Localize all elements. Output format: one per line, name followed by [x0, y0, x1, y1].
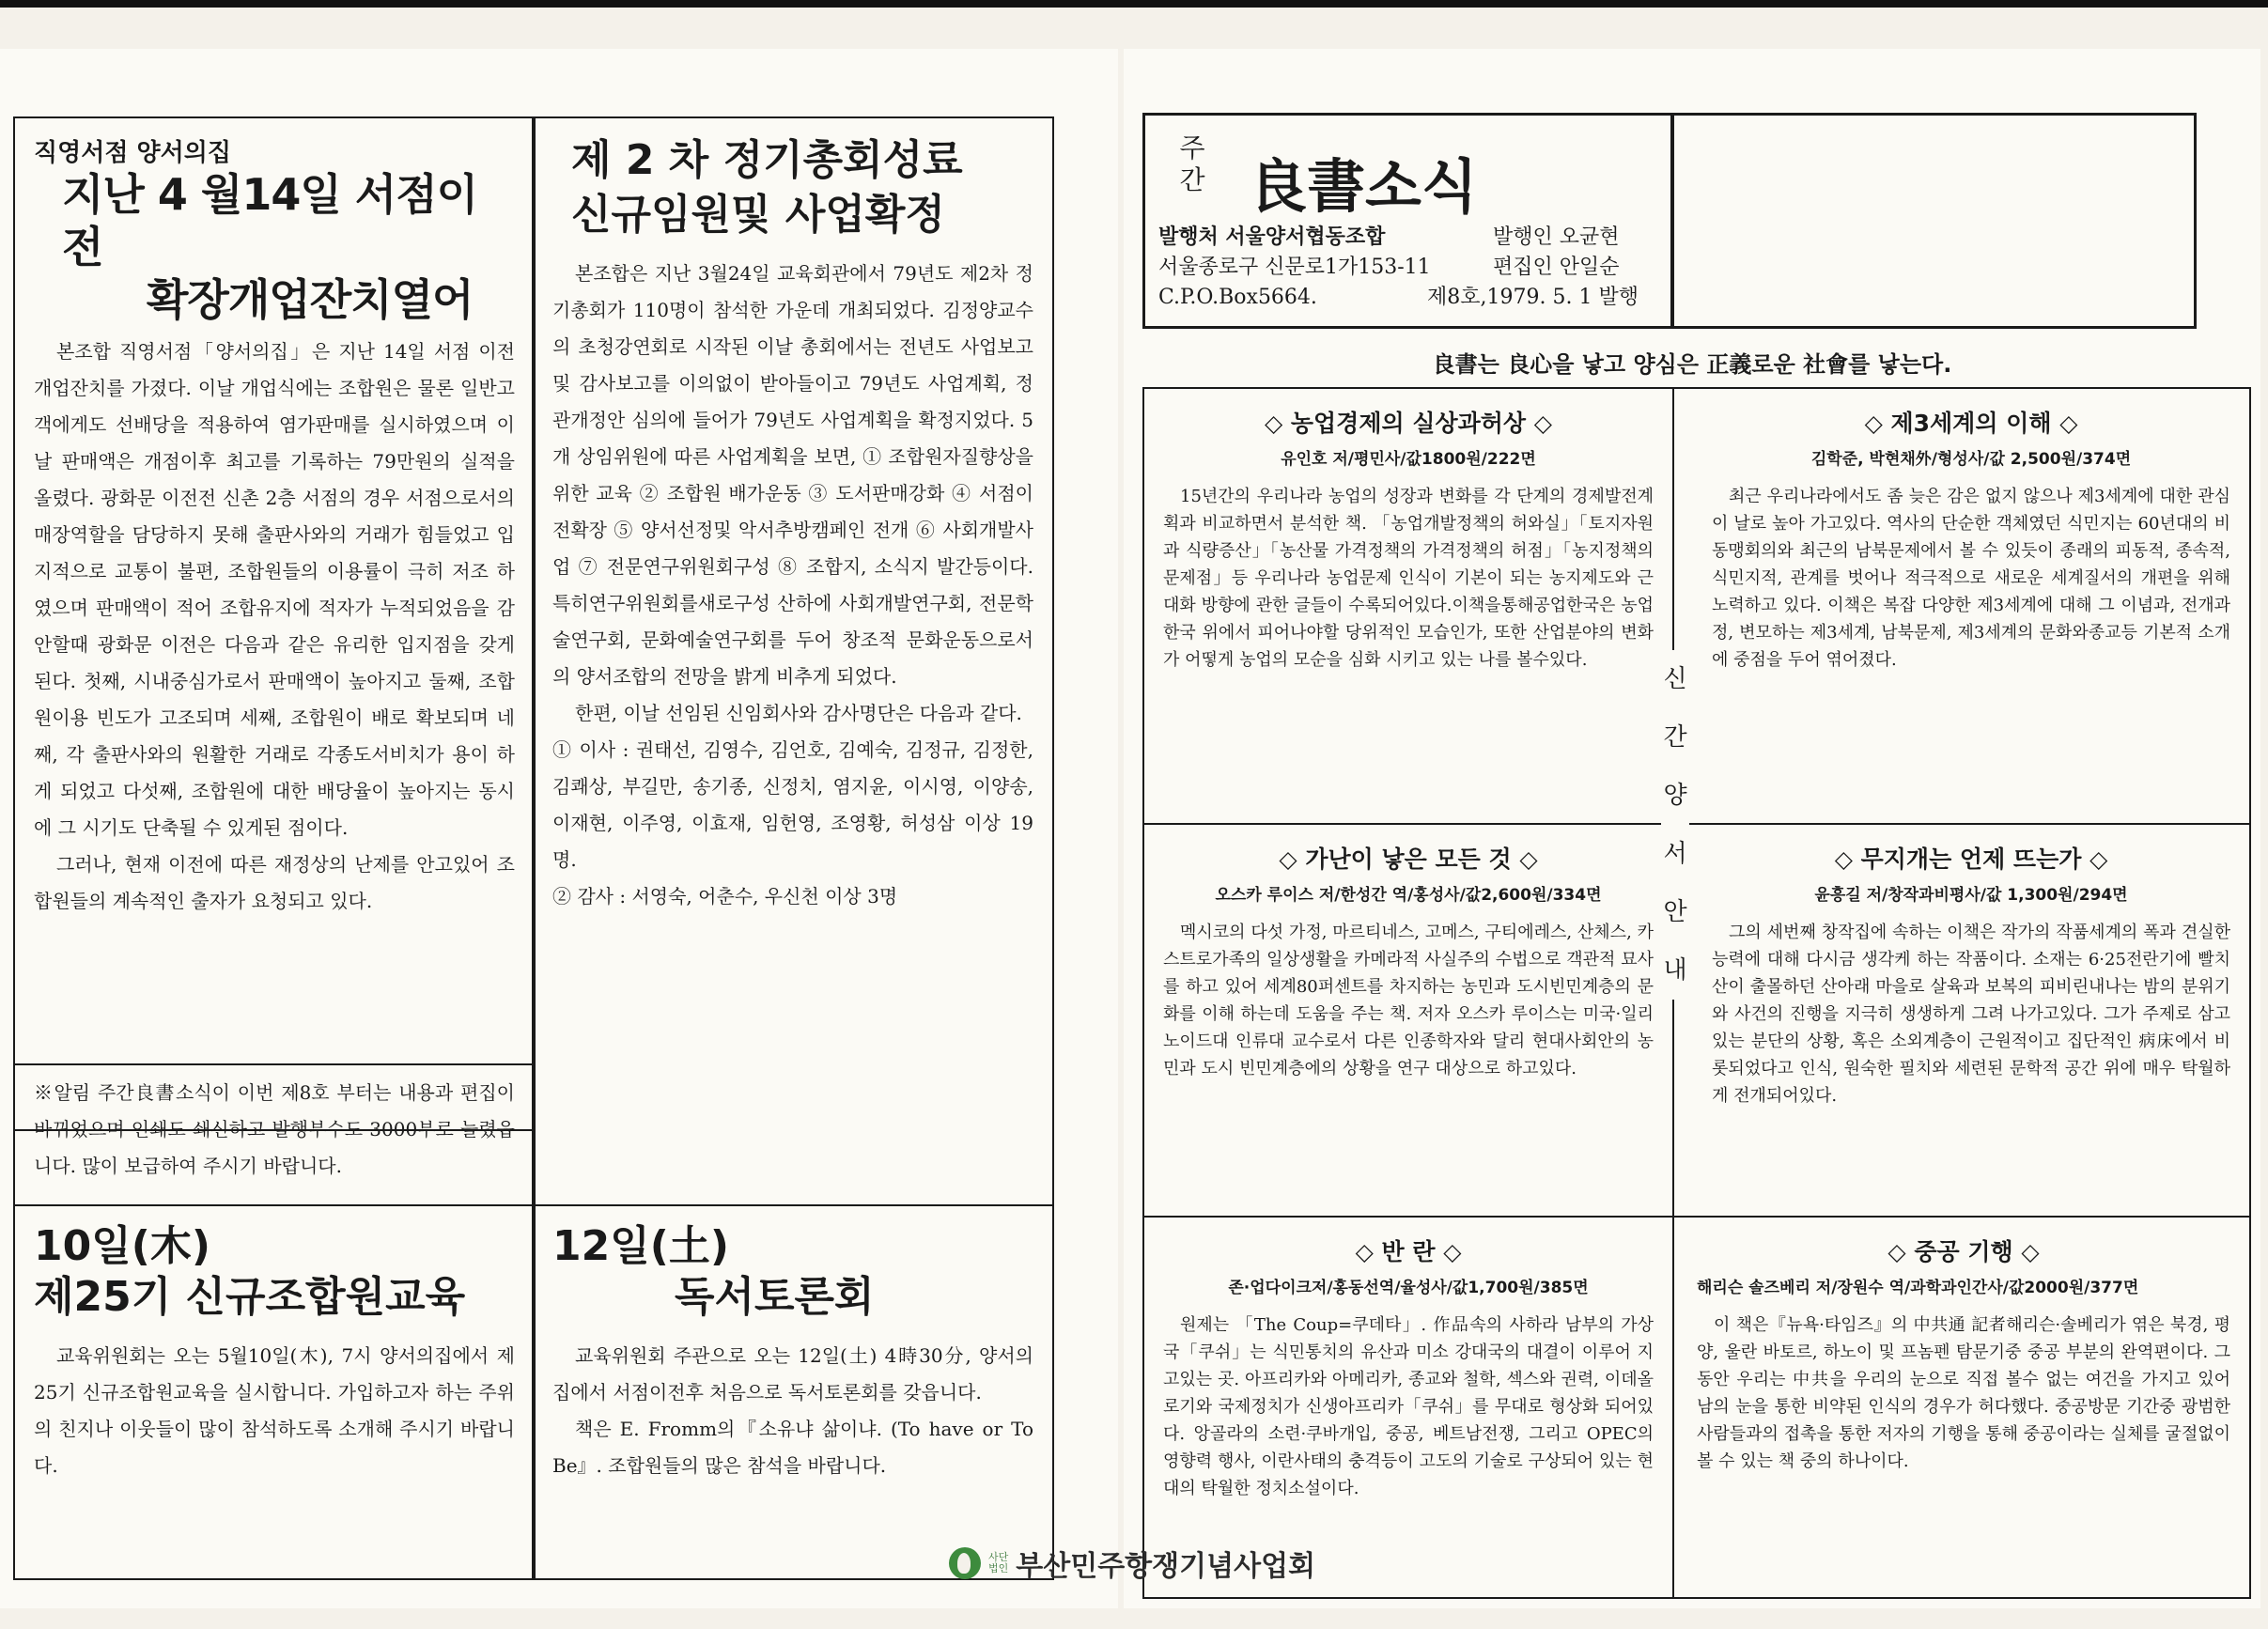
assembly-body: [552, 256, 1033, 915]
review-title: ◇ 반 란 ◇: [1355, 1238, 1462, 1265]
review-title: ◇ 무지개는 언제 뜨는가 ◇: [1834, 846, 2108, 873]
review-title: ◇ 중공 기행 ◇: [1887, 1238, 2040, 1265]
review-card: [1672, 387, 2251, 825]
discussion-paragraph: 교육위원회 주관으로 오는 12일(土) 4時30分, 양서의 집에서 서점이전후 처음으로 독서토론회를 갖읍니다.: [552, 1344, 1033, 1404]
right-page: [1124, 49, 2260, 1608]
left-page: [0, 49, 1118, 1608]
vertical-section-label: 신 간 양 서 안 내: [1661, 650, 1689, 1000]
review-text: 15년간의 우리나라 농업의 성장과 변화를 각 단계의 경제발전계획과 비교하면서 분석한 책. 「농업개발정책의 허와실」「토지자원과 식량증산」「농산물 가격정책의 가격정책의 허점」「농지정책의 문제점」등 우리나라 농업문제 인식이 기본이 되는 농지제도와 근대화 방향에 관한 글들이 수록되어있다.이책을통해공업한국은 농업한국 위에서 피어나야할 당위적인 모습인가, 또한 산업분야의 변화가 어떻게 농업의 모순을 심화 시키고 있는 나를 볼수있다.: [1163, 487, 1654, 670]
bookstore-body: [34, 334, 515, 920]
review-text: 최근 우리나라에서도 좀 늦은 감은 없지 않으나 제3세계에 대한 관심이 날로 높아 가고있다. 역사의 단순한 객체였던 식민지는 60년대의 비동맹회의와 최근의 남북문제에서 볼 수 있듯이 종래의 피동적, 종속적, 식민지적, 관계를 벗어나 적극적으로 새로운 세계질서의 개편을 위해 노력하고 있다. 이책은 복잡 다양한 제3세계에 대해 그 이념과, 전개과정, 변모하는 제3세계, 남북문제, 제3세계의 문화와종교등 기본적 소개에 중점을 두어 엮어졌다.: [1712, 487, 2230, 670]
discussion-article: [532, 1204, 1054, 1580]
notice-box: [13, 1063, 536, 1206]
masthead-issuer: 발행인 오균현: [1493, 225, 1620, 249]
masthead-issue: 제8호,1979. 5. 1 발행: [1427, 286, 1639, 309]
review-meta: 유인호 저/평민사/값1800원/222면: [1281, 450, 1536, 469]
assembly-paragraph: 한편, 이날 선임된 신임회사와 감사명단은 다음과 같다.: [575, 702, 1022, 724]
review-card: [1672, 823, 2251, 1218]
review-text: 멕시코의 다섯 가정, 마르티네스, 고메스, 구티에레스, 산체스, 카스트로가족의 일상생활을 카메라적 사실주의 수법으로 객관적 묘사를 하고 있어 세계80퍼센트를 차지하는 농민과 도시빈민계층의 문화를 이해 하는데 도움을 주는 책. 저자 오스카 루이스는 미국·일리노이드대 인류대 교수로서 다른 인종학자와 달리 현대사회안의 농민과 도시 빈민계층에의 상황을 연구 대상으로 하고있다.: [1163, 923, 1654, 1078]
discussion-headline: 독서토론회: [675, 1273, 875, 1321]
assembly-paragraph: 본조합은 지난 3월24일 교육회관에서 79년도 제2차 정기총회가 110명이 참석한 가운데 개최되었다. 김정양교수의 초청강연회로 시작된 이날 총회에서는 전년도 사업보고 및 감사보고를 이의없이 받아들이고 79년도 사업계획, 정관개정안 심의에 들어가 79년도 사업계획을 확정지었다. 5개 상임위원에 따른 사업계획을 보면, ① 조합원자질향상을 위한 교육 ② 조합원 배가운동 ③ 도서판매강화 ④ 서점이전확장 ⑤ 양서선정및 악서추방캠페인 전개 ⑥ 사회개발사업 ⑦ 전문연구위원회구성 ⑧ 조합지, 소식지 발간등이다.특히연구위원회를새로구성 산하에 사회개발연구회, 전문학술연구회, 문화예술연구회를 두어 창조적 문화운동으로서의 양서조합의 전망을 밝게 비추게 되었다.: [552, 262, 1033, 688]
bookstore-article: [13, 116, 536, 1131]
assembly-headline-2: 신규임원및 사업확정: [571, 191, 945, 239]
assembly-headline-1: 제 2 차 정기총회성료: [571, 136, 963, 184]
bookstore-paragraph: 본조합 직영서점「양서의집」은 지난 14일 서점 이전 개업잔치를 가졌다. 이날 개업식에는 조합원은 물론 일반고객에게도 선배당을 적용하여 염가판매를 실시하였으며 이날 판매액은 개점이후 최고를 기록하는 79만원의 실적을 올렸다. 광화문 이전전 신촌 2층 서점의 경우 서점으로서의 매장역할을 담당하지 못해 출판사와의 거래가 힘들었고 입지적으로 교통이 불편, 조합원들의 이용률이 극히 저조 하였으며 판매액이 적어 조합유지에 적자가 누적되었음을 감안할때 광화문 이전은 다음과 같은 유리한 입지점을 갖게 된다. 첫째, 시내중심가로서 판매액이 높아지고 둘째, 조합원이용 빈도가 고조되며 세째, 조합원이 배로 확보되며 네째, 각 출판사와의 원활한 거래로 각종도서비치가 용이 하게 되었고 다섯째, 조합원에 대한 배당율이 높아지는 동시에 그 시기도 단축될 수 있게된 점이다.: [34, 340, 515, 839]
review-text: 그의 세번째 창작집에 속하는 이책은 작가의 작품세계의 폭과 견실한 능력에 대해 다시금 생각케 하는 작품이다. 소재는 6·25전란기에 빨치산이 출몰하던 산아래 마을로 살육과 보복의 피비린내나는 밤의 분위기와 사건의 진행을 지극히 생생하게 그려 나가고있다. 그가 주제로 삼고있는 분단의 상황, 혹은 소외계층이 근원적이고 집단적인 病床에서 비롯되었다고 인식, 원숙한 필치와 세련된 문학적 공간 위에 매우 탁월하게 전개되어있다.: [1712, 923, 2230, 1106]
assembly-article: [532, 116, 1054, 1206]
masthead-title: 良書소식: [1249, 152, 1478, 221]
masthead-editor: 편집인 안일순: [1493, 256, 1620, 279]
education-paragraph: 교육위원회는 오는 5월10일(木), 7시 양서의집에서 제25기 신규조합원교육을 실시합니다. 가입하고자 하는 주위의 친지나 이웃들이 많이 참석하도록 소개해 주시기 바랍니다.: [34, 1344, 515, 1477]
review-text: 원제는 「The Coup=쿠데타」. 作品속의 사하라 남부의 가상국「쿠쉬」는 식민통치의 유산과 미소 강대국의 대결이 이루어 지고있는 곳. 아프리카와 아메리카, 종교와 철학, 섹스와 권력, 이데올로기와 국제정치가 신생아프리카「쿠쉬」를 무대로 형상화 되어있다. 앙골라의 소련·쿠바개입, 중공, 베트남전쟁, 그리고 OPEC의 영향력 행사, 이란사태의 충격등이 고도의 기술로 구상되어 있는 현대의 탁월한 정치소설이다.: [1163, 1315, 1654, 1498]
logo-name: 부산민주항쟁기념사업회: [1016, 1550, 1316, 1583]
top-edge-bar: [0, 0, 2268, 8]
review-meta: 오스카 루이스 저/한성간 역/홍성사/값2,600원/334면: [1215, 886, 1602, 905]
masthead-address: 서울종로구 신문로1가153-11: [1158, 256, 1431, 279]
discussion-date: 12일(土): [552, 1222, 729, 1270]
review-card: [1142, 823, 1674, 1218]
bookstore-headline-2: 확장개업잔치열어: [147, 274, 474, 325]
review-meta: 해리슨 솔즈베리 저/장원수 역/과학과인간사/값2000원/377면: [1697, 1279, 2139, 1297]
organization-logo: [949, 1543, 1315, 1584]
masthead-pobox: C.P.O.Box5664.: [1158, 286, 1317, 309]
masthead-publisher: 발행처 서울양서협동조합: [1158, 225, 1386, 249]
assembly-auditors: ② 감사 : 서영숙, 어춘수, 우신천 이상 3명: [552, 885, 898, 908]
review-title: ◇ 농업경제의 실상과허상 ◇: [1264, 410, 1553, 437]
masthead: [1142, 113, 1674, 329]
review-card: [1672, 1216, 2251, 1599]
education-article: [13, 1204, 536, 1580]
bookstore-kicker: 직영서점 양서의집: [34, 139, 231, 167]
logo-mark-icon: [949, 1547, 981, 1579]
assembly-directors: ① 이사 : 권태선, 김영수, 김언호, 김예숙, 김정규, 김정한, 김쾌상, 부길만, 송기종, 신정치, 염지윤, 이시영, 이양송, 이재현, 이주영, 이효재, 임헌영, 조영황, 허성삼 이상 19명.: [552, 738, 1033, 871]
review-meta: 김학준, 박현채外/형성사/값 2,500원/374면: [1810, 450, 2132, 469]
review-text: 이 책은『뉴욕·타임즈』의 中共通 記者해리슨·솔베리가 엮은 북경, 평양, 울란 바토르, 하노이 및 프놈펜 탐문기중 중공 부분의 완역편이다. 그동안 우리는 中共을 우리의 눈으로 직접 볼수 없는 여건을 가지고 있어 남의 눈을 통한 비약된 인식의 경우가 허다했다. 중공방문 기간중 광범한 사람들과의 접촉을 통한 저자의 기행을 통해 중공이라는 실체를 굴절없이 볼 수 있는 책 중의 하나이다.: [1697, 1315, 2230, 1471]
logo-sub: 사단 법인: [988, 1551, 1009, 1575]
education-headline: 제25기 신규조합원교육: [34, 1273, 466, 1321]
masthead-blank-panel: [1670, 113, 2197, 329]
review-card: [1142, 387, 1674, 825]
discussion-paragraph: 책은 E. Fromm의『소유냐 삶이냐. (To have or To Be』. 조합원들의 많은 참석을 바랍니다.: [552, 1418, 1033, 1477]
notice-text: ※알림 주간良書소식이 이번 제8호 부터는 내용과 편집이 바뀌었으며 인쇄도 쇄신하고 발행부수도 3000부로 늘렸읍니다. 많이 보급하여 주시기 바랍니다.: [34, 1081, 515, 1177]
bookstore-paragraph: 그러나, 현재 이전에 따른 재정상의 난제를 안고있어 조합원들의 계속적인 출자가 요청되고 있다.: [34, 853, 515, 912]
bookstore-headline-1: 지난 4 월14일 서점이전: [62, 169, 478, 272]
review-meta: 윤흥길 저/창작과비평사/값 1,300원/294면: [1814, 886, 2128, 905]
review-card: [1142, 1216, 1674, 1599]
review-meta: 존·업다이크저/홍동선역/율성사/값1,700원/385면: [1228, 1279, 1589, 1297]
motto: 良書는 良心을 낳고 양심은 正義로운 社會를 낳는다.: [1432, 351, 1952, 378]
review-title: ◇ 제3세계의 이해 ◇: [1864, 410, 2078, 437]
education-date: 10일(木): [34, 1222, 210, 1270]
review-title: ◇ 가난이 낳은 모든 것 ◇: [1279, 846, 1538, 873]
masthead-side-label: 주간: [1179, 132, 1205, 195]
